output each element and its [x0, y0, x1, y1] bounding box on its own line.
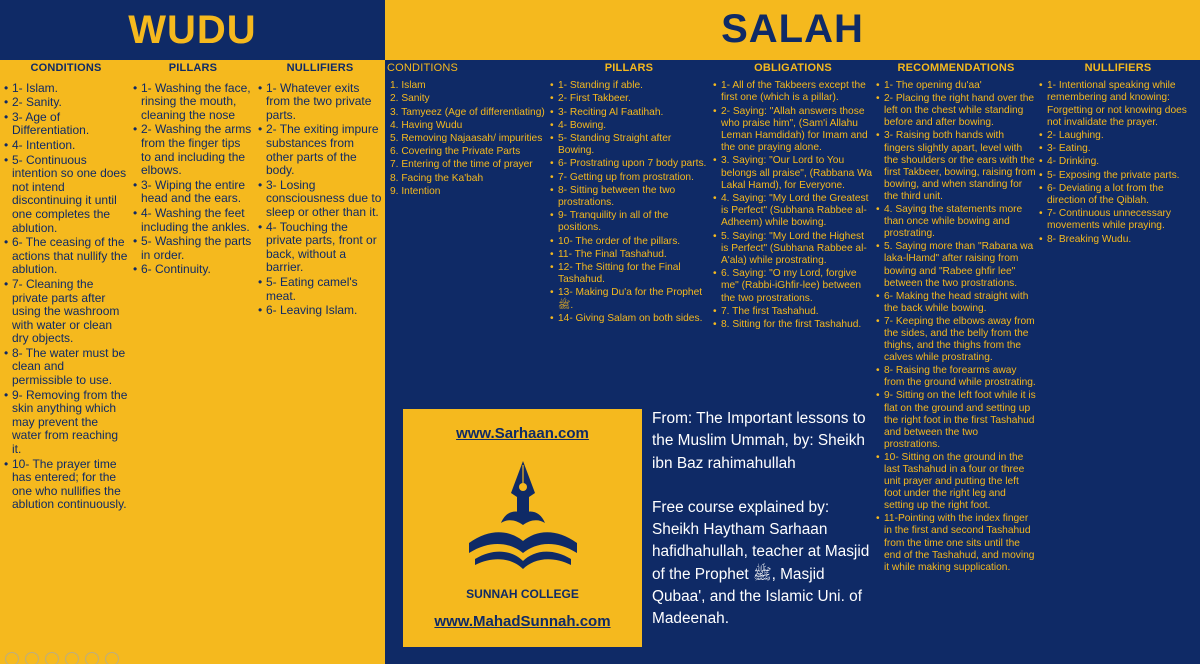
list-item: • 7- Getting up from prostration. [550, 172, 708, 184]
list-item: • 5- Standing Straight after Bowing. [550, 133, 708, 157]
list-item: 7. Entering of the time of prayer [390, 159, 533, 171]
list-item: • 12- The Sitting for the Final Tashahud. [550, 262, 708, 286]
list-item: 5. Removing Najaasah/ impurities [390, 133, 543, 145]
list-item: • 5- Washing the parts in order. [133, 235, 253, 262]
subtitles-icon[interactable] [85, 652, 99, 664]
salah-recommendations-header: RECOMMENDATIONS [897, 62, 1015, 74]
slide-toolbar [5, 652, 119, 664]
list-item: • 5- Exposing the private parts. [1039, 170, 1197, 182]
list-item: • 6. Saying: "O my Lord, forgive me" (Rabbi-iGhfir-lee) between the two prostrations. [713, 268, 873, 305]
list-item: 8. Facing the Ka'bah [390, 172, 484, 184]
list-item: • 7- Keeping the elbows away from the sides, and the belly from the thighs, and the thighs from the calves while prostrating. [876, 316, 1036, 364]
salah-obligations-header: OBLIGATIONS [754, 62, 832, 74]
list-item: • 6- Leaving Islam. [258, 304, 382, 318]
list-item: • 4- Intention. [4, 139, 128, 153]
wudu-conditions-list [4, 82, 128, 512]
list-item: 6. Covering the Private Parts [390, 146, 521, 158]
salah-recommendations-column [876, 62, 1036, 575]
list-item: • 3- Wiping the entire head and the ears. [133, 179, 253, 206]
list-item: • 8- Breaking Wudu. [1039, 234, 1197, 246]
wudu-nullifiers-list [258, 82, 382, 318]
list-item: • 6- Making the head straight with the back while bowing. [876, 291, 1036, 315]
wudu-nullifiers-header: NULLIFIERS [286, 62, 354, 74]
list-item: • 11-Pointing with the index finger in the first and second Tashahud from the time one sits until the end of the Tashahud, and moving it while making supplication. [876, 513, 1036, 573]
list-item: • 6- The ceasing of the actions that nullify the ablution. [4, 236, 128, 277]
source-text: From: The Important lessons to the Muslim Ummah, by: Sheikh ibn Baz rahimahullah [652, 410, 866, 472]
list-item: • 8- The water must be clean and permissible to use. [4, 347, 128, 388]
next-slide-icon[interactable] [25, 652, 39, 664]
pen-book-logo-icon [461, 457, 585, 587]
list-item: • 2- Washing the arms from the finger tips to and including the elbows. [133, 123, 253, 177]
list-item: • 6- Continuity. [133, 263, 253, 277]
salah-pillars-list [550, 80, 708, 325]
list-item: • 13- Making Du'a for the Prophet ﷺ. [550, 287, 708, 311]
list-item: • 4. Saying: "My Lord the Greatest is Perfect" (Subhana Rabbee al-Adheem) while bowing. [713, 193, 873, 230]
wudu-conditions-column [4, 62, 128, 513]
list-item: • 2- First Takbeer. [550, 93, 708, 105]
list-item: • 5- Continuous intention so one does not intend discontinuing it until one completes the ablution. [4, 154, 128, 236]
salah-nullifiers-header: NULLIFIERS [1084, 62, 1152, 74]
wudu-conditions-header: CONDITIONS [30, 62, 102, 74]
list-item: • 14- Giving Salam on both sides. [550, 313, 708, 325]
prev-slide-icon[interactable] [5, 652, 19, 664]
list-item: • 3- Reciting Al Faatihah. [550, 107, 708, 119]
salah-pillars-header: PILLARS [604, 62, 654, 74]
list-item: 9. Intention [390, 185, 441, 197]
zoom-icon[interactable] [65, 652, 79, 664]
list-item: • 3- Losing consciousness due to sleep or other than it. [258, 179, 382, 220]
sunnah-college-logo-box [403, 409, 642, 647]
salah-obligations-list [713, 80, 873, 331]
list-item: • 8- Sitting between the two prostrations. [550, 185, 708, 209]
wudu-nullifiers-column [258, 62, 382, 319]
salah-nullifiers-list [1039, 80, 1197, 246]
pen-tool-icon[interactable] [45, 652, 59, 664]
list-item: • 5. Saying: "My Lord the Highest is Perfect" (Subhana Rabbee al-A'ala) while prostrating. [713, 231, 873, 268]
course-text: Free course explained by: Sheikh Haytham Sarhaan hafidhahullah, teacher at Masjid of the Prophet ﷺ, Masjid Qubaa', and the Islamic Uni. of Madeenah. [652, 498, 870, 628]
list-item: • 5- Eating camel's meat. [258, 276, 382, 303]
list-item: • 3- Age of Differentiation. [4, 111, 128, 138]
list-item: • 2- Placing the right hand over the left on the chest while standing before and after bowing. [876, 93, 1036, 129]
list-item: • 3- Eating. [1039, 143, 1197, 155]
list-item: • 10- The prayer time has entered; for the one who nullifies the ablution continuously. [4, 458, 128, 512]
list-item: • 1- Standing if able. [550, 80, 708, 92]
salah-obligations-column [713, 62, 873, 332]
list-item: • 1- The opening du'aa' [876, 80, 1036, 92]
wudu-pillars-header: PILLARS [168, 62, 218, 74]
list-item: • 3- Raising both hands with fingers slightly apart, level with the shoulders or the ears with the first Takbeer, bowing, raising from bowing, and when standing for the third unit. [876, 130, 1036, 203]
list-item: • 1- Whatever exits from the two private parts. [258, 82, 382, 123]
list-item: 2. Sanity [390, 93, 430, 105]
list-item: 4. Having Wudu [390, 119, 463, 131]
list-item: • 9- Removing from the skin anything which may prevent the water from reaching it. [4, 389, 128, 457]
list-item: • 2- Sanity. [4, 96, 128, 110]
wudu-pillars-list [133, 82, 253, 277]
list-item: • 10- Sitting on the ground in the last Tashahud in a four or three unit prayer and putting the left foot under the right leg and setting up the right foot. [876, 452, 1036, 512]
wudu-pillars-column [133, 62, 253, 278]
salah-conditions-column [387, 62, 545, 199]
sunnah-college-name: SUNNAH COLLEGE [466, 587, 579, 601]
list-item: • 4- Bowing. [550, 120, 708, 132]
list-item: • 1- All of the Takbeers except the first one (which is a pillar). [713, 80, 873, 104]
list-item: • 1- Islam. [4, 82, 128, 96]
list-item: 1. Islam [390, 80, 426, 92]
list-item: • 8- Raising the forearms away from the ground while prostrating. [876, 365, 1036, 389]
list-item: • 6- Deviating a lot from the direction of the Qiblah. [1039, 183, 1197, 207]
sarhaan-url-link[interactable]: www.Sarhaan.com [456, 425, 589, 442]
salah-pillars-column [550, 62, 708, 326]
list-item: • 4- Drinking. [1039, 156, 1197, 168]
mahadsunnah-url-link[interactable]: www.MahadSunnah.com [434, 613, 611, 630]
more-options-icon[interactable] [105, 652, 119, 664]
list-item: • 10- The order of the pillars. [550, 236, 708, 248]
list-item: • 7- Cleaning the private parts after using the washroom with water or clean dry objects. [4, 278, 128, 346]
list-item: • 7- Continuous unnecessary movements while praying. [1039, 208, 1197, 232]
list-item: • 7. The first Tashahud. [713, 306, 873, 318]
salah-conditions-list [387, 80, 545, 198]
salah-recommendations-list [876, 80, 1036, 574]
list-item: • 5. Saying more than "Rabana wa laka-lHamd" after raising from bowing and "Rabee ghfir lee" between the two prostrations. [876, 241, 1036, 289]
salah-nullifiers-column [1039, 62, 1197, 247]
list-item: • 4- Touching the private parts, front or back, without a barrier. [258, 221, 382, 275]
wudu-title: WUDU [0, 0, 385, 60]
list-item: • 1- Intentional speaking while remembering and knowing: Forgetting or not knowing does not invalidate the prayer. [1039, 80, 1197, 129]
list-item: 3. Tamyeez (Age of differentiating) [390, 106, 545, 118]
list-item: • 1- Washing the face, rinsing the mouth, cleaning the nose [133, 82, 253, 123]
list-item: • 4- Washing the feet including the ankles. [133, 207, 253, 234]
list-item: • 6- Prostrating upon 7 body parts. [550, 158, 708, 170]
list-item: • 2- Laughing. [1039, 130, 1197, 142]
list-item: • 4. Saying the statements more than once while bowing and prostrating. [876, 204, 1036, 240]
list-item: • 9- Sitting on the left foot while it is flat on the ground and setting up the right foot in the first Tashahud and between the two prostrations. [876, 390, 1036, 450]
salah-title: SALAH [385, 0, 1200, 60]
list-item: • 2- The exiting impure substances from other parts of the body. [258, 123, 382, 177]
list-item: • 11- The Final Tashahud. [550, 249, 708, 261]
salah-conditions-header: CONDITIONS [387, 62, 459, 74]
list-item: • 3. Saying: "Our Lord to You belongs all praise", (Rabbana Wa Lakal Hamd), for Everyone. [713, 155, 873, 192]
list-item: • 8. Sitting for the first Tashahud. [713, 319, 873, 331]
list-item: • 2- Saying: "Allah answers those who praise him", (Sam'i Allahu Leman Hamdidah) for Imam and the one praying alone. [713, 106, 873, 155]
credit-text-block [652, 408, 872, 653]
list-item: • 9- Tranquility in all of the positions. [550, 210, 708, 234]
